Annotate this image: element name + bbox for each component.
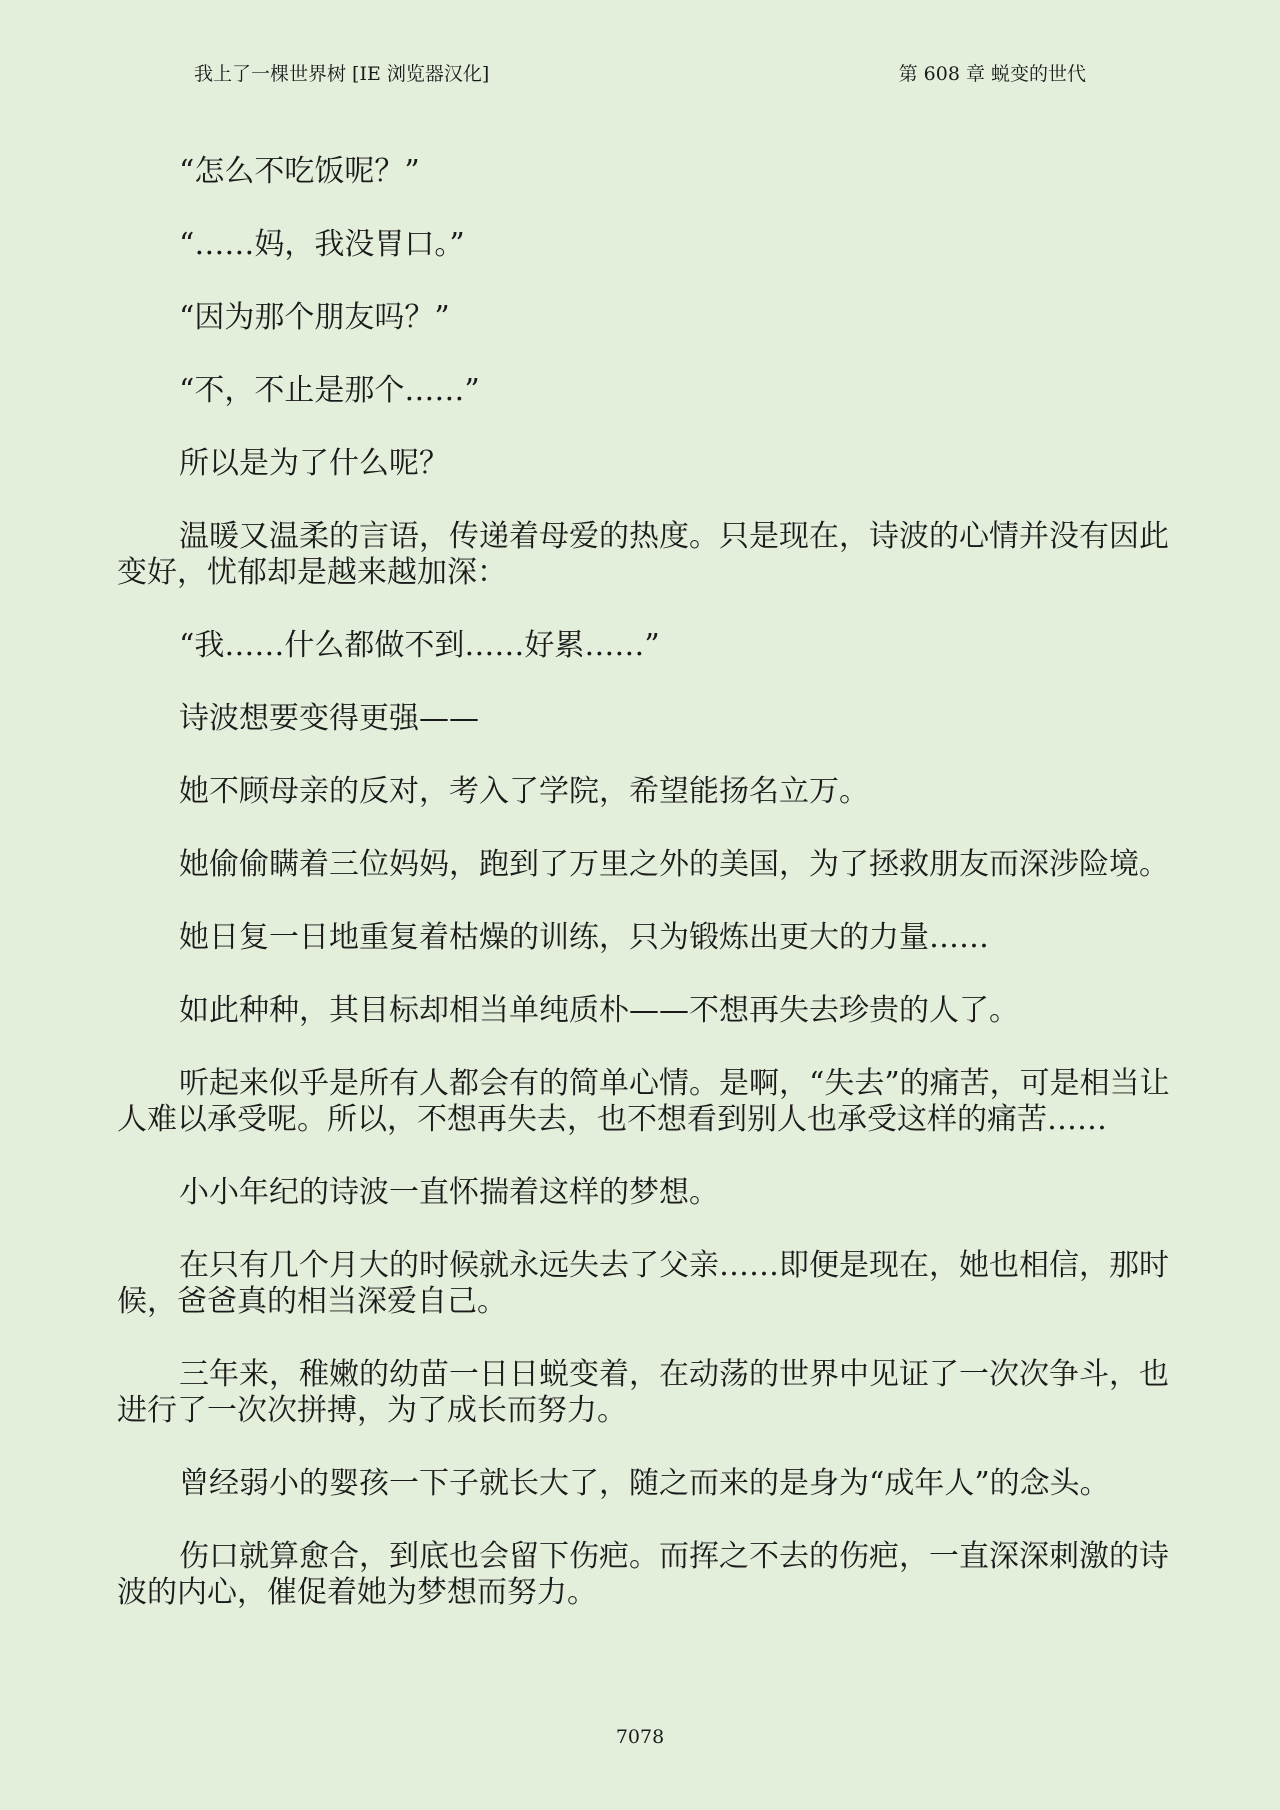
paragraph-line: 进行了一次次拼搏，为了成长而努力。 bbox=[117, 1393, 627, 1428]
paragraph-line: 她日复一日地重复着枯燥的训练，只为锻炼出更大的力量…… bbox=[179, 920, 989, 955]
paragraph-line: “怎么不吃饭呢？” bbox=[179, 154, 420, 189]
paragraph-line: 诗波想要变得更强—— bbox=[179, 701, 479, 736]
paragraph bbox=[117, 300, 1163, 336]
paragraph-line: 她偷偷瞒着三位妈妈，跑到了万里之外的美国，为了拯救朋友而深涉险境。 bbox=[179, 847, 1169, 882]
paragraph-line: 变好，忧郁却是越来越加深： bbox=[117, 555, 507, 590]
paragraph bbox=[117, 1466, 1163, 1502]
paragraph bbox=[117, 701, 1163, 737]
paragraph bbox=[117, 446, 1163, 482]
paragraph-line: 波的内心，催促着她为梦想而努力。 bbox=[117, 1575, 597, 1610]
paragraph-line: “因为那个朋友吗？” bbox=[179, 300, 450, 335]
paragraph bbox=[117, 774, 1163, 810]
paragraph bbox=[117, 920, 1163, 956]
paragraph bbox=[117, 847, 1169, 883]
paragraph bbox=[117, 373, 1163, 409]
paragraph bbox=[117, 154, 1163, 190]
paragraph-line: 听起来似乎是所有人都会有的简单心情。是啊，“失去”的痛苦，可是相当让 bbox=[179, 1066, 1170, 1101]
chapter-body bbox=[117, 154, 1170, 1648]
paragraph-line: “我……什么都做不到……好累……” bbox=[179, 628, 660, 663]
paragraph-line: 温暖又温柔的言语，传递着母爱的热度。只是现在，诗波的心情并没有因此 bbox=[179, 519, 1169, 554]
paragraph-line: 小小年纪的诗波一直怀揣着这样的梦想。 bbox=[179, 1175, 719, 1210]
paragraph bbox=[117, 1066, 1170, 1138]
paragraph-line: 如此种种，其目标却相当单纯质朴——不想再失去珍贵的人了。 bbox=[179, 993, 1019, 1028]
running-header-book-title: 我上了一棵世界树 [IE 浏览器汉化] bbox=[194, 63, 490, 85]
paragraph-line: “不，不止是那个……” bbox=[179, 373, 480, 408]
paragraph bbox=[117, 519, 1169, 591]
paragraph-line: 所以是为了什么呢？ bbox=[179, 446, 449, 481]
paragraph bbox=[117, 1357, 1169, 1429]
paragraph bbox=[117, 1248, 1169, 1320]
page-number: 7078 bbox=[615, 1726, 665, 1748]
paragraph bbox=[117, 1539, 1169, 1611]
paragraph bbox=[117, 227, 1163, 263]
paragraph-line: 在只有几个月大的时候就永远失去了父亲……即便是现在，她也相信，那时 bbox=[179, 1248, 1169, 1283]
paragraph-line: 曾经弱小的婴孩一下子就长大了，随之而来的是身为“成年人”的念头。 bbox=[179, 1466, 1110, 1501]
paragraph-line: 她不顾母亲的反对，考入了学院，希望能扬名立万。 bbox=[179, 774, 869, 809]
paragraph-line: 三年来，稚嫩的幼苗一日日蜕变着，在动荡的世界中见证了一次次争斗，也 bbox=[179, 1357, 1169, 1392]
paragraph bbox=[117, 628, 1163, 664]
paragraph-line: 人难以承受呢。所以，不想再失去，也不想看到别人也承受这样的痛苦…… bbox=[117, 1102, 1107, 1137]
paragraph-line: “……妈，我没胃口。” bbox=[179, 227, 465, 262]
paragraph-line: 伤口就算愈合，到底也会留下伤疤。而挥之不去的伤疤，一直深深刺激的诗 bbox=[179, 1539, 1169, 1574]
paragraph bbox=[117, 1175, 1163, 1211]
paragraph bbox=[117, 993, 1163, 1029]
paragraph-line: 候，爸爸真的相当深爱自己。 bbox=[117, 1284, 507, 1319]
running-header-chapter-title: 第 608 章 蜕变的世代 bbox=[898, 63, 1086, 85]
